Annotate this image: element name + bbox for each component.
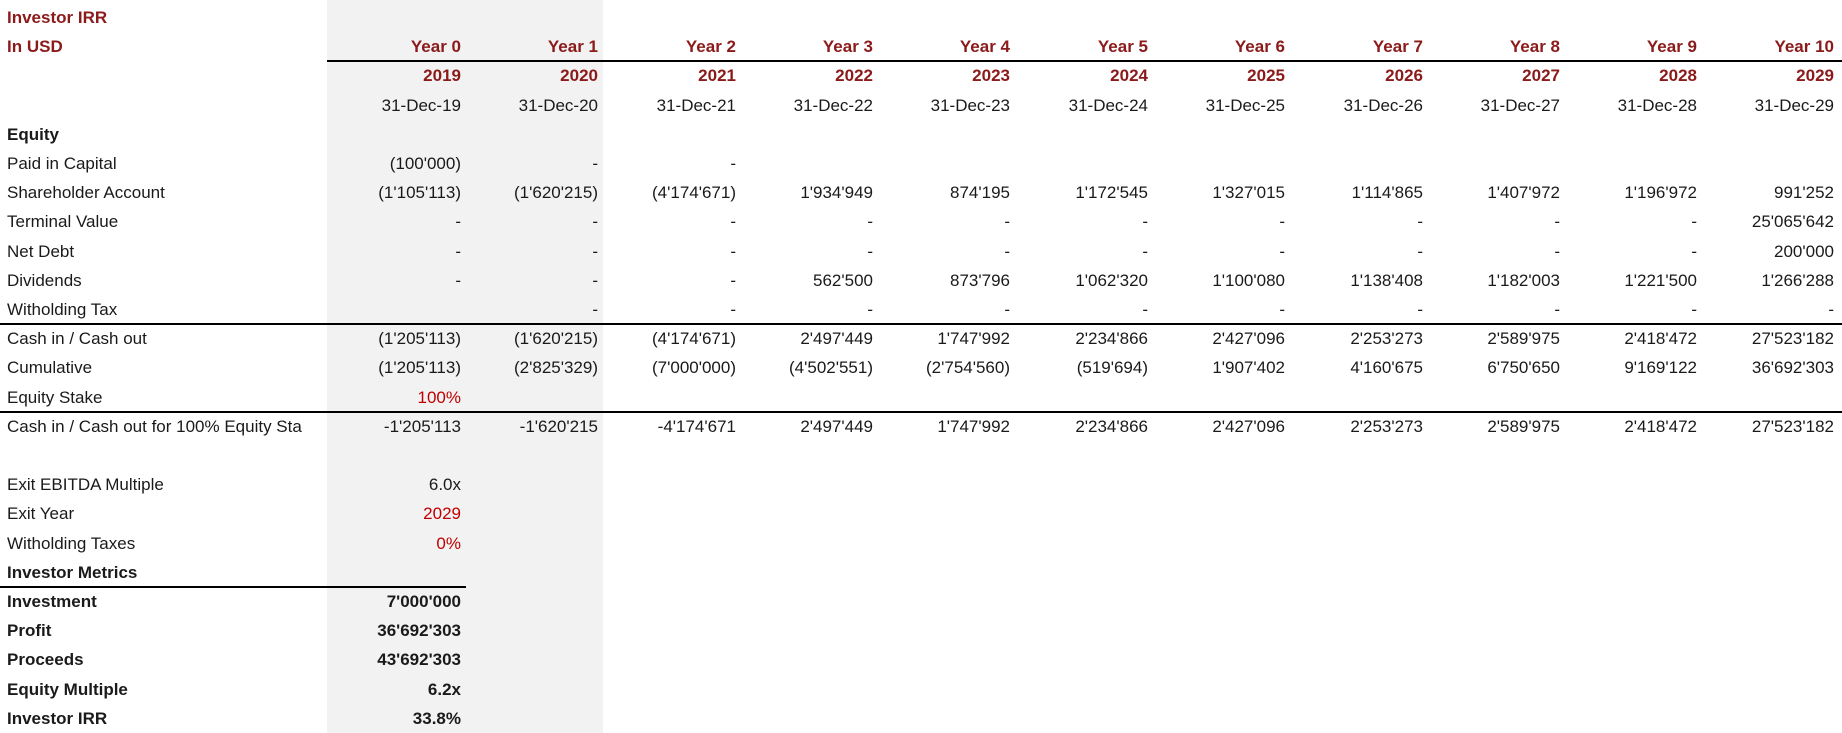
- value-cell: -: [1142, 300, 1148, 319]
- value-cell: 2'427'096: [1212, 329, 1285, 349]
- calendar-year: 2021: [698, 66, 736, 86]
- period-date: 31-Dec-27: [1480, 95, 1560, 115]
- calendar-year: 2029: [1796, 66, 1834, 86]
- metric-row: [0, 675, 1842, 704]
- row-label: Investor IRR: [7, 708, 108, 728]
- value-cell: 2'418'472: [1624, 416, 1697, 436]
- value-cell: 1'907'402: [1212, 358, 1285, 378]
- row-label: Shareholder Account: [7, 183, 165, 203]
- value-cell: [882, 149, 1010, 178]
- row-label: Exit EBITDA Multiple: [7, 475, 164, 495]
- year-header: Year 9: [1646, 37, 1697, 57]
- calendar-year: 2028: [1659, 66, 1697, 86]
- value-cell: (519'694): [1076, 358, 1148, 378]
- value-cell: -: [730, 270, 736, 290]
- period-date: 31-Dec-26: [1343, 95, 1423, 115]
- row-label: Witholding Tax: [7, 300, 118, 319]
- value-cell: 1'407'972: [1487, 183, 1560, 203]
- metric-row: [0, 587, 1842, 616]
- value-cell: -: [730, 212, 736, 232]
- value-cell: [745, 149, 873, 178]
- value-cell: -: [730, 300, 736, 319]
- value-cell: (2'825'329): [514, 358, 598, 378]
- table-row: [0, 207, 1842, 236]
- period-date: 31-Dec-25: [1205, 95, 1285, 115]
- value-cell: 2'427'096: [1212, 416, 1285, 436]
- value-cell: (4'174'671): [652, 183, 736, 203]
- value-cell: [333, 295, 461, 324]
- value-cell: -: [455, 270, 461, 290]
- metric-row: [0, 616, 1842, 645]
- value-cell: [1157, 149, 1285, 178]
- value-cell: 1'747'992: [937, 416, 1010, 436]
- value-cell: [1020, 149, 1148, 178]
- value-cell: [1569, 149, 1697, 178]
- value-cell: 33.8%: [412, 708, 461, 728]
- value-cell: 0%: [436, 533, 461, 553]
- value-cell: 562'500: [813, 270, 873, 290]
- value-cell: 1'934'949: [800, 183, 873, 203]
- value-cell: -: [1554, 212, 1560, 232]
- value-cell: 6.2x: [427, 679, 461, 699]
- value-cell: 1'100'080: [1212, 270, 1285, 290]
- calendar-year-row: [0, 61, 1842, 90]
- year-header: Year 5: [1097, 37, 1148, 57]
- assumption-row: [0, 470, 1842, 499]
- value-cell: -: [1279, 300, 1285, 319]
- title-row: [0, 3, 1842, 32]
- date-row: [0, 91, 1842, 120]
- value-cell: (1'620'215): [514, 329, 598, 349]
- value-cell: -: [592, 154, 598, 173]
- value-cell: -: [592, 241, 598, 261]
- year-header: Year 7: [1372, 37, 1423, 57]
- metrics-top-border: [0, 586, 466, 588]
- value-cell: 100%: [417, 387, 461, 407]
- value-cell: 1'114'865: [1351, 183, 1423, 203]
- calendar-year: 2019: [423, 66, 461, 86]
- row-label: Equity: [7, 124, 59, 144]
- year-header: Year 0: [410, 37, 461, 57]
- value-cell: 1'062'320: [1075, 270, 1148, 290]
- row-label: Equity Stake: [7, 387, 103, 407]
- value-cell: 36'692'303: [377, 621, 461, 641]
- value-cell: -: [1279, 212, 1285, 232]
- value-cell: -: [1142, 241, 1148, 261]
- value-cell: (1'205'113): [378, 329, 461, 349]
- value-cell: 2'497'449: [800, 416, 873, 436]
- value-cell: (1'205'113): [378, 358, 461, 378]
- value-cell: 27'523'182: [1751, 416, 1834, 436]
- value-cell: -: [867, 300, 873, 319]
- value-cell: (1'620'215): [514, 183, 598, 203]
- value-cell: -: [592, 270, 598, 290]
- value-cell: -: [455, 212, 461, 232]
- year-header: Year 3: [822, 37, 873, 57]
- value-cell: 1'327'015: [1212, 183, 1285, 203]
- cash-flow-top-border: [0, 323, 1842, 325]
- value-cell: 2'234'866: [1075, 416, 1148, 436]
- value-cell: 200'000: [1774, 241, 1834, 261]
- value-cell: 6'750'650: [1487, 358, 1560, 378]
- calendar-year: 2027: [1522, 66, 1560, 86]
- row-label: Proceeds: [7, 650, 84, 670]
- value-cell: 2'253'273: [1350, 329, 1423, 349]
- value-cell: 1'266'288: [1761, 270, 1834, 290]
- value-cell: 874'195: [950, 183, 1010, 203]
- table-row: [0, 237, 1842, 266]
- year-header-row: [0, 32, 1842, 61]
- value-cell: (4'502'551): [789, 358, 873, 378]
- value-cell: -: [730, 154, 736, 173]
- calendar-year: 2020: [560, 66, 598, 86]
- metric-row: [0, 645, 1842, 674]
- row-label: Cumulative: [7, 358, 93, 378]
- table-row: [0, 353, 1842, 382]
- calendar-year: 2024: [1110, 66, 1148, 86]
- value-cell: -: [1554, 300, 1560, 319]
- currency-label: In USD: [7, 37, 63, 57]
- value-cell: 2'497'449: [800, 329, 873, 349]
- value-cell: -: [1691, 212, 1697, 232]
- row-label: Paid in Capital: [7, 154, 117, 173]
- value-cell: -: [1417, 300, 1423, 319]
- cash-100-row: [0, 412, 1842, 441]
- value-cell: -: [867, 212, 873, 232]
- metric-row: [0, 704, 1842, 733]
- value-cell: (4'174'671): [652, 329, 736, 349]
- value-cell: -: [1004, 241, 1010, 261]
- value-cell: -: [1417, 212, 1423, 232]
- metrics-heading-row: [0, 558, 1842, 587]
- value-cell: 36'692'303: [1751, 358, 1834, 378]
- year-header: Year 1: [547, 37, 598, 57]
- value-cell: -: [1417, 241, 1423, 261]
- value-cell: 43'692'303: [377, 650, 461, 670]
- year-header: Year 4: [959, 37, 1010, 57]
- period-date: 31-Dec-21: [656, 95, 736, 115]
- row-label: Net Debt: [7, 241, 75, 261]
- value-cell: 2'253'273: [1350, 416, 1423, 436]
- value-cell: -4'174'671: [657, 416, 736, 436]
- year-header: Year 6: [1234, 37, 1285, 57]
- table-row: [0, 295, 1842, 324]
- row-label: Terminal Value: [7, 212, 119, 232]
- value-cell: 2'418'472: [1624, 329, 1697, 349]
- value-cell: 873'796: [950, 270, 1010, 290]
- value-cell: (2'754'560): [926, 358, 1010, 378]
- calendar-year: 2026: [1385, 66, 1423, 86]
- row-label: Witholding Taxes: [7, 533, 136, 553]
- value-cell: [1706, 149, 1834, 178]
- value-cell: 1'221'500: [1624, 270, 1697, 290]
- value-cell: -: [867, 241, 873, 261]
- period-date: 31-Dec-23: [930, 95, 1010, 115]
- table-row: [0, 149, 1842, 178]
- table-row: [0, 266, 1842, 295]
- row-label: Equity Multiple: [7, 679, 128, 699]
- value-cell: (1'105'113): [378, 183, 461, 203]
- period-date: 31-Dec-28: [1617, 95, 1697, 115]
- row-label: Exit Year: [7, 504, 75, 524]
- table-row: [0, 178, 1842, 207]
- value-cell: 25'065'642: [1751, 212, 1834, 232]
- value-cell: 1'747'992: [937, 329, 1010, 349]
- assumption-row: [0, 529, 1842, 558]
- row-label: Cash in / Cash out: [7, 329, 147, 349]
- value-cell: 27'523'182: [1751, 329, 1834, 349]
- equity-heading-row: [0, 120, 1842, 149]
- value-cell: 1'172'545: [1075, 183, 1148, 203]
- value-cell: -: [1004, 300, 1010, 319]
- value-cell: -: [1554, 241, 1560, 261]
- value-cell: -: [1691, 300, 1697, 319]
- value-cell: -: [1279, 241, 1285, 261]
- row-label: Profit: [7, 621, 52, 641]
- value-cell: 9'169'122: [1624, 358, 1697, 378]
- value-cell: 991'252: [1774, 183, 1834, 203]
- value-cell: 6.0x: [428, 475, 461, 495]
- value-cell: 2'589'975: [1487, 329, 1560, 349]
- value-cell: -1'205'113: [383, 416, 461, 436]
- value-cell: -: [1828, 300, 1834, 319]
- period-date: 31-Dec-29: [1754, 95, 1834, 115]
- value-cell: (100'000): [389, 154, 461, 173]
- value-cell: -: [592, 300, 598, 319]
- period-date: 31-Dec-24: [1068, 95, 1148, 115]
- value-cell: [1295, 149, 1423, 178]
- row-label: Cash in / Cash out for 100% Equity Sta: [7, 416, 302, 436]
- calendar-year: 2022: [835, 66, 873, 86]
- period-date: 31-Dec-22: [793, 95, 873, 115]
- equity-stake-row: [0, 383, 1842, 412]
- value-cell: 1'196'972: [1624, 183, 1697, 203]
- value-cell: 4'160'675: [1350, 358, 1423, 378]
- year-header: Year 2: [685, 37, 736, 57]
- value-cell: 2'589'975: [1487, 416, 1560, 436]
- value-cell: 2'234'866: [1075, 329, 1148, 349]
- value-cell: -1'620'215: [519, 416, 598, 436]
- header-border: [327, 60, 1842, 62]
- year-header: Year 10: [1774, 37, 1834, 57]
- year-header: Year 8: [1509, 37, 1560, 57]
- value-cell: 7'000'000: [386, 592, 461, 611]
- table-row: [0, 324, 1842, 353]
- row-label: Investment: [7, 592, 97, 611]
- value-cell: -: [455, 241, 461, 261]
- assumption-row: [0, 499, 1842, 528]
- period-date: 31-Dec-19: [381, 95, 461, 115]
- value-cell: -: [1691, 241, 1697, 261]
- value-cell: 1'182'003: [1487, 270, 1560, 290]
- period-date: 31-Dec-20: [518, 95, 598, 115]
- value-cell: -: [1142, 212, 1148, 232]
- cash-100-top-border: [0, 411, 1842, 413]
- value-cell: 2029: [423, 504, 461, 524]
- value-cell: -: [592, 212, 598, 232]
- value-cell: (7'000'000): [652, 358, 736, 378]
- row-label: Investor Metrics: [7, 562, 138, 582]
- sheet-title: Investor IRR: [7, 8, 108, 27]
- value-cell: -: [1004, 212, 1010, 232]
- value-cell: -: [730, 241, 736, 261]
- value-cell: 1'138'408: [1350, 270, 1423, 290]
- calendar-year: 2023: [972, 66, 1010, 86]
- value-cell: [1432, 149, 1560, 178]
- row-label: Dividends: [7, 270, 82, 290]
- calendar-year: 2025: [1247, 66, 1285, 86]
